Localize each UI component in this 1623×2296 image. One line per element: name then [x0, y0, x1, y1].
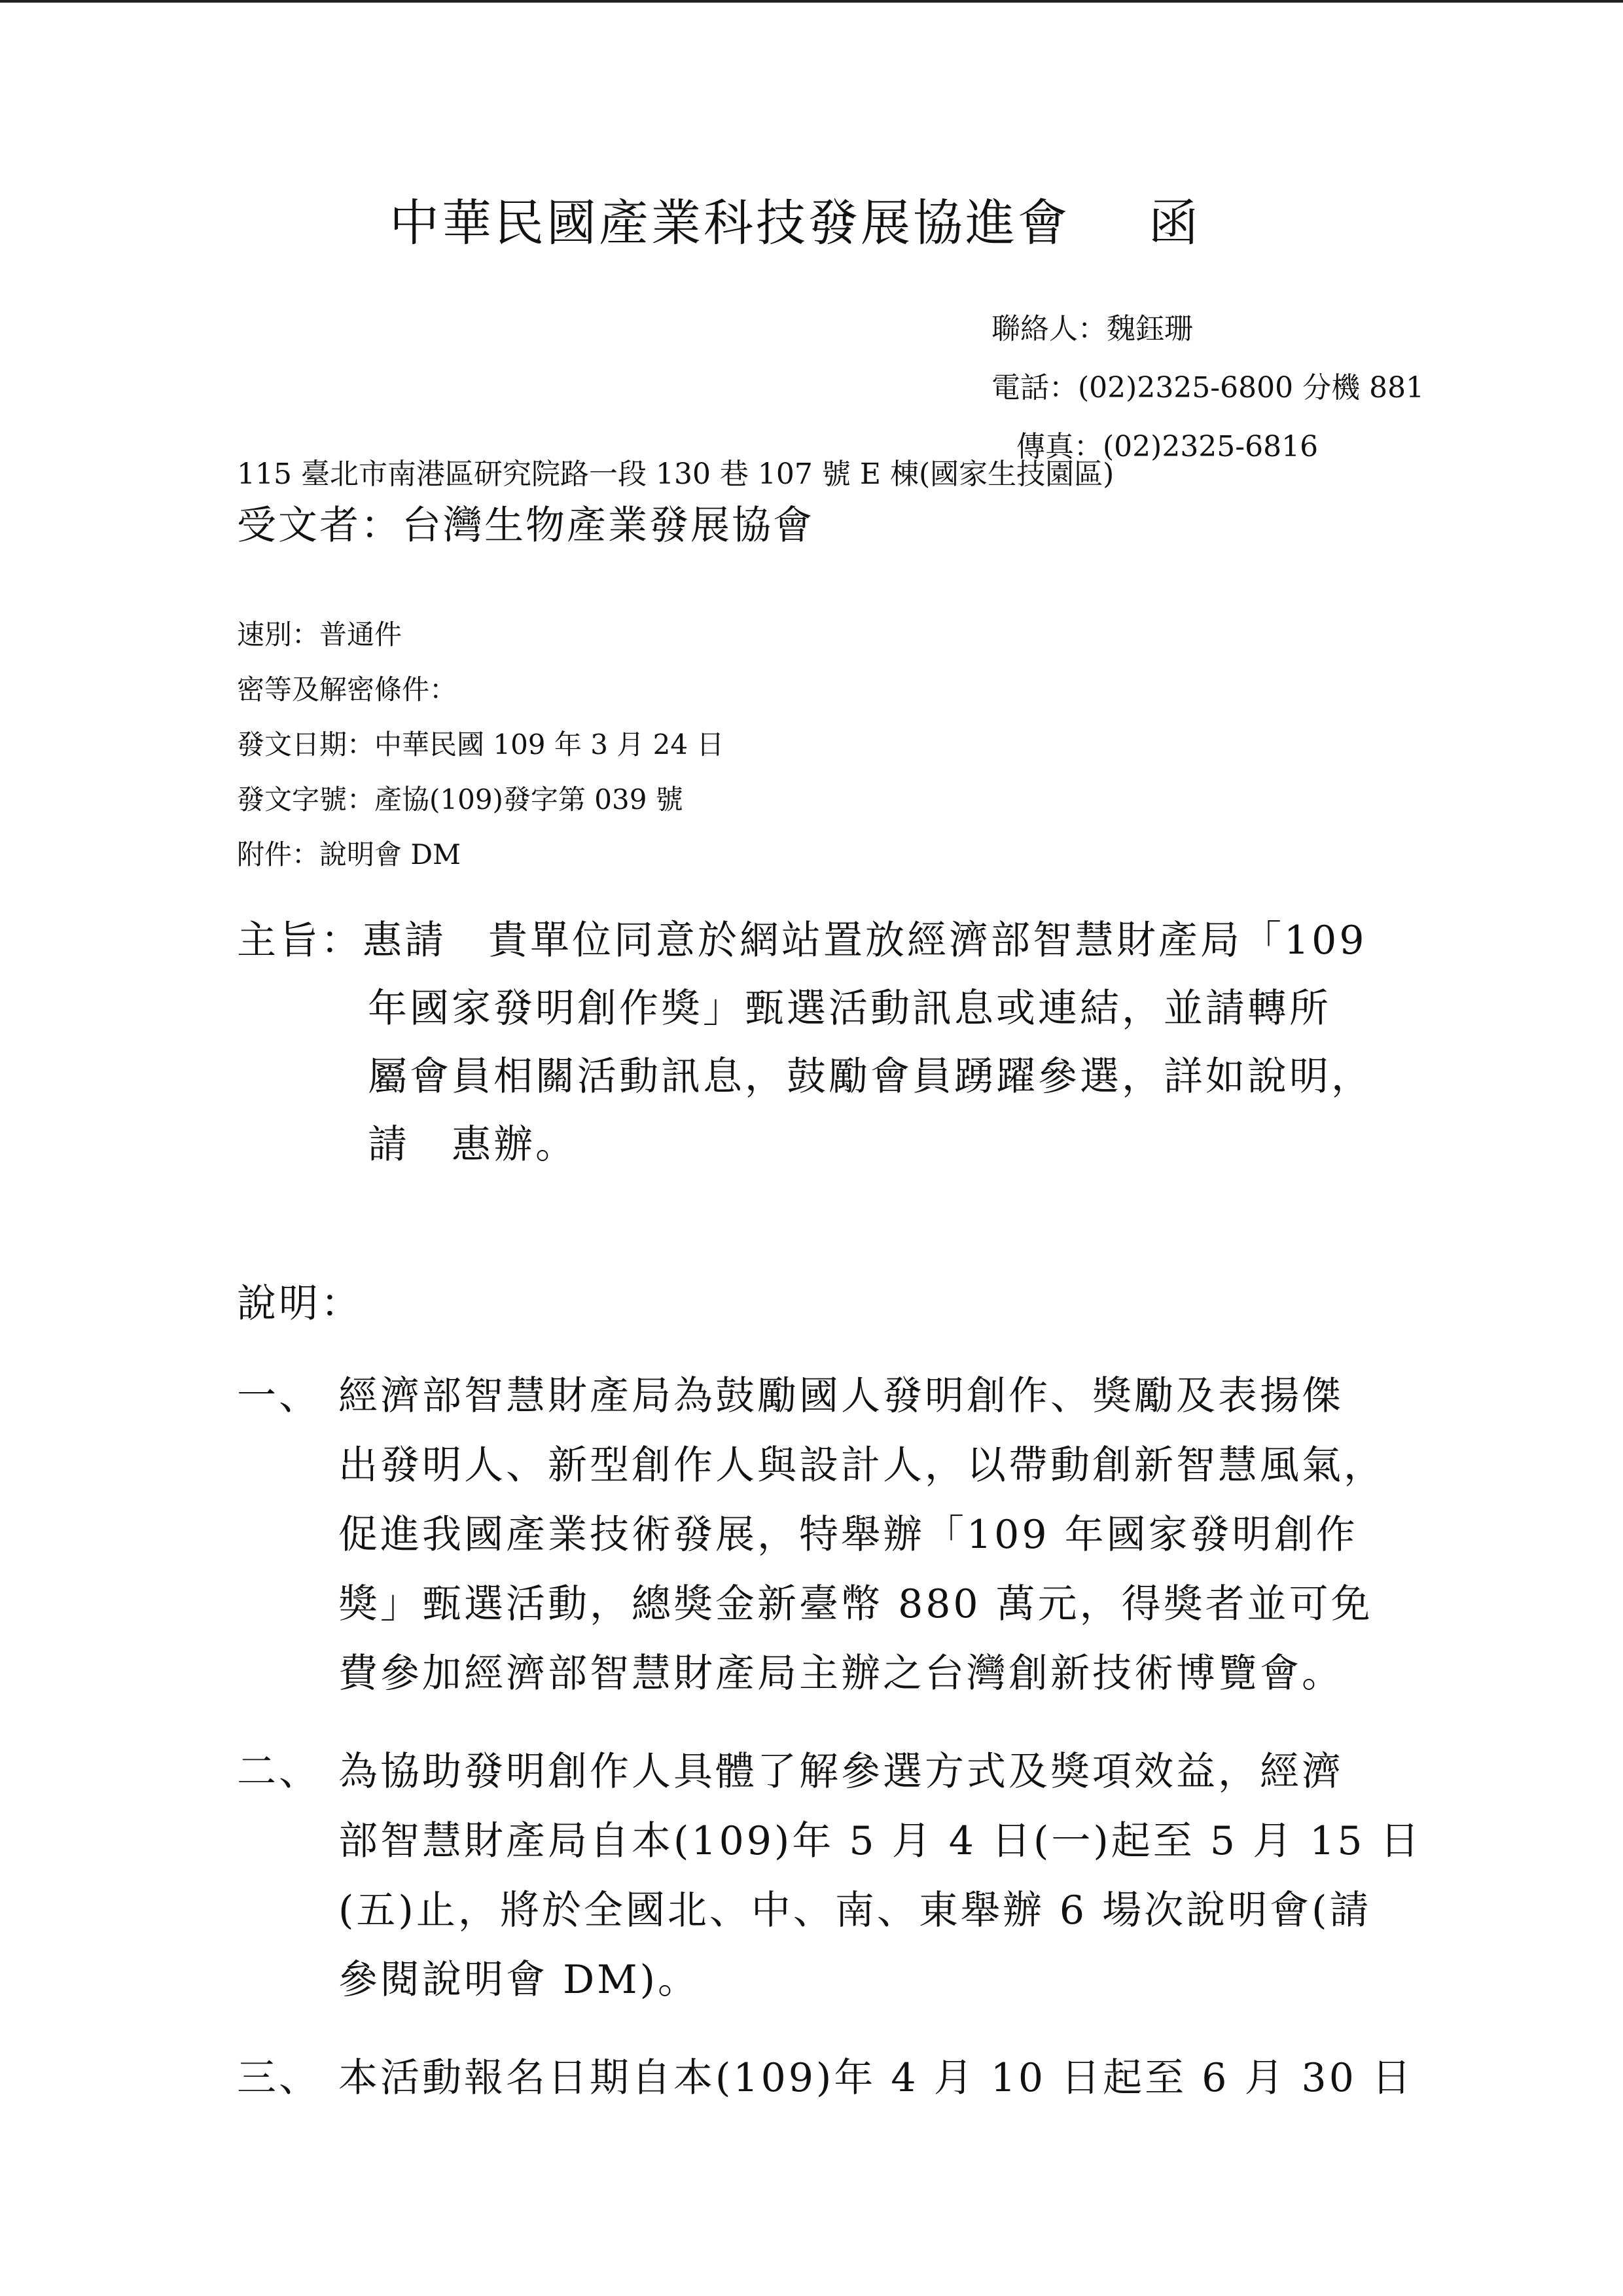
item-line: 經濟部智慧財產局為鼓勵國人發明創作、獎勵及表揚傑 — [338, 1373, 1344, 1419]
meta-date: 發文日期：中華民國 109 年 3 月 24 日 — [237, 728, 724, 761]
subject-text-1: 惠請 貴單位同意於網站置放經濟部智慧財產局「109 — [363, 918, 1367, 963]
item-number: 一、 — [237, 1373, 321, 1419]
item-line: 為協助發明創作人具體了解參選方式及獎項效益，經濟 — [338, 1749, 1344, 1795]
document-meta — [237, 607, 724, 882]
org-name: 中華民國產業科技發展協進會 — [389, 194, 1070, 252]
item-body — [237, 1361, 1422, 1708]
recipient: 受文者：台灣生物產業發展協會 — [237, 503, 814, 548]
item-line: (五)止，將於全國北、中、南、東舉辦 6 場次說明會(請 — [338, 1888, 1372, 1933]
subject-section — [237, 906, 1373, 1179]
item-line: 部智慧財產局自本(109)年 5 月 4 日(一)起至 5 月 15 日 — [338, 1818, 1422, 1864]
subject-line-4: 請 惠辦。 — [368, 1122, 577, 1168]
explanation-item-2 — [237, 1737, 1422, 2015]
subject-line-1 — [237, 906, 1373, 975]
meta-doc-number: 發文字號：產協(109)發字第 039 號 — [237, 783, 683, 816]
explanation-item-3 — [237, 2043, 1422, 2113]
item-line: 費參加經濟部智慧財產局主辦之台灣創新技術博覽會。 — [338, 1651, 1344, 1696]
item-body — [237, 1737, 1422, 2015]
scan-top-edge — [0, 0, 1623, 3]
item-number: 三、 — [237, 2055, 321, 2101]
meta-priority: 速別：普通件 — [237, 619, 402, 651]
subject-line-2: 年國家發明創作獎」甄選活動訊息或連結，並請轉所 — [368, 986, 1331, 1031]
explanation-item-1 — [237, 1361, 1422, 1708]
subject-label: 主旨： — [237, 918, 363, 963]
subject-line-3: 屬會員相關活動訊息，鼓勵會員踴躍參選，詳如說明， — [368, 1054, 1373, 1100]
item-line: 獎」甄選活動，總獎金新臺幣 880 萬元，得獎者並可免 — [338, 1581, 1373, 1627]
meta-classification: 密等及解密條件： — [237, 673, 457, 706]
item-body — [237, 2043, 1422, 2113]
item-line: 參閱說明會 DM)。 — [338, 1957, 700, 2003]
item-line: 本活動報名日期自本(109)年 4 月 10 日起至 6 月 30 日 — [338, 2055, 1414, 2101]
item-line: 促進我國產業技術發展，特舉辦「109 年國家發明創作 — [338, 1512, 1358, 1558]
item-number: 二、 — [237, 1749, 321, 1795]
contact-phone: 電話：(02)2325-6800 分機 881 — [991, 371, 1425, 404]
item-line: 出發明人、新型創作人與設計人，以帶動創新智慧風氣， — [338, 1443, 1385, 1488]
letter-title — [389, 183, 1201, 255]
contact-person: 聯絡人：魏鈺珊 — [991, 312, 1193, 346]
explanation-items — [237, 1361, 1422, 2142]
doc-type: 函 — [1149, 194, 1201, 252]
sender-address: 115 臺北市南港區研究院路一段 130 巷 107 號 E 棟(國家生技園區) — [237, 457, 1115, 491]
contact-fax: 傳真：(02)2325-6816 — [1016, 430, 1319, 463]
meta-attachment: 附件：說明會 DM — [237, 838, 461, 870]
explanation-heading: 說明： — [237, 1281, 363, 1327]
